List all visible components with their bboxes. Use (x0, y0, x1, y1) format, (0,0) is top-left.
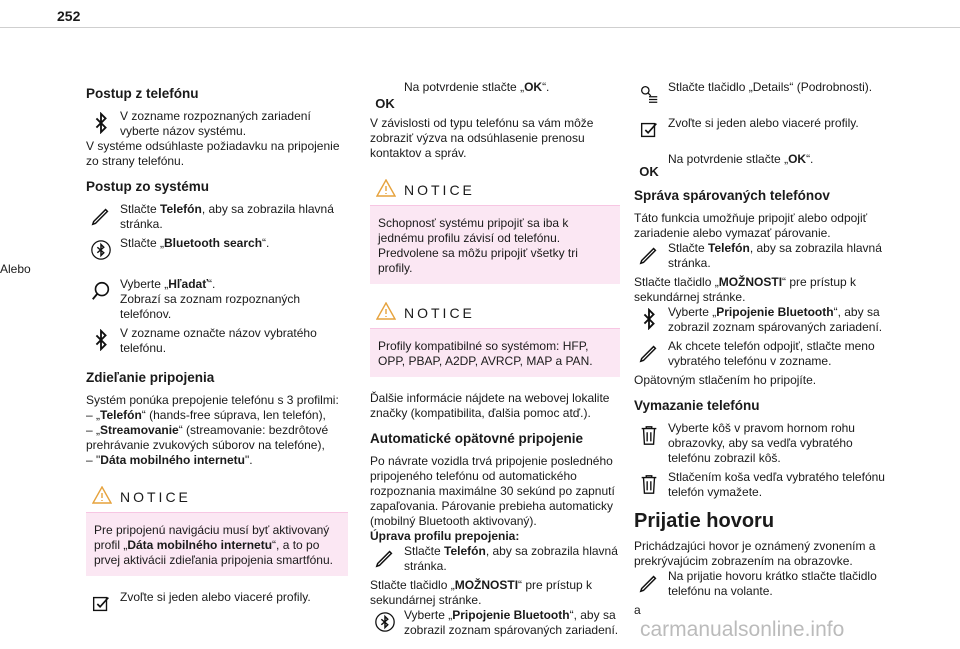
bold-text: Bluetooth search (164, 236, 263, 250)
manage-step-4 (634, 339, 886, 369)
step-details (634, 80, 886, 102)
text: Stlačte (404, 544, 445, 558)
column-middle (370, 80, 620, 642)
notice-box-1 (370, 175, 620, 284)
text: Stlačte „ (120, 236, 165, 250)
text: a (634, 603, 641, 617)
warning-icon (376, 179, 396, 201)
notice-title: NOTICE (404, 181, 475, 198)
delete-step-2 (634, 470, 886, 500)
text: Vyberte „ (668, 305, 717, 319)
alebo-text: Alebo (0, 262, 31, 276)
text: – " (86, 453, 101, 467)
ok-icon: OK (375, 95, 395, 111)
edit-step-3 (370, 608, 620, 638)
step-profiles (86, 590, 348, 612)
text: Vyberte „ (404, 608, 453, 622)
bold-text: Streamovanie (100, 423, 179, 437)
warning-icon (376, 302, 396, 324)
checkbox-icon (88, 591, 114, 617)
column-right (634, 80, 886, 618)
text: Profily kompatibilné so systémom: HFP, OPP, PBAP, A2DP, AVRCP, MAP a PAN. (378, 339, 593, 368)
text: “ (hands-free súprava, len telefón), (141, 408, 326, 422)
pen-icon (88, 203, 114, 229)
manage-step-3 (634, 305, 886, 335)
bold-text: Hľadať (168, 277, 208, 291)
text: Stlačte (668, 241, 709, 255)
text: Na prijatie hovoru krátko stlačte tlačidlo telefónu na volante. (668, 569, 877, 598)
text: Vyberte „ (120, 277, 169, 291)
notice-box (86, 482, 348, 576)
text: Ak chcete telefón odpojiť, stlačte meno vybratého telefónu v zozname. (668, 339, 875, 368)
watermark: carmanualsonline.info (640, 618, 845, 641)
trash-icon (636, 422, 662, 448)
text: Stlačte tlačidlo „ (634, 275, 719, 289)
heading-manage: Správa spárovaných telefónov (634, 188, 830, 203)
text: Opätovným stlačením ho pripojíte. (634, 373, 817, 387)
text: V zozname označte názov vybratého telefónu. (120, 326, 317, 355)
text: “ pre prístup k sekundárnej stránke. (634, 275, 857, 304)
bluetooth-icon (636, 306, 662, 332)
text: Stlačením koša vedľa vybratého telefónu telefón vymažete. (668, 470, 885, 499)
text: Stlačte (120, 202, 161, 216)
bold-text: Pripojenie Bluetooth (452, 608, 570, 622)
pen-icon (636, 242, 662, 268)
bold-text: Dáta mobilného internetu (100, 453, 245, 467)
text: , aby sa zobrazila hlavná stránka. (668, 241, 882, 270)
bold-text: Dáta mobilného internetu (127, 538, 273, 552)
bold-text: Pripojenie Bluetooth (716, 305, 834, 319)
bold-text: Telefón (708, 241, 750, 255)
pen-icon (636, 570, 662, 596)
trash-icon (636, 471, 662, 497)
text: , aby sa zobrazila hlavná stránka. (120, 202, 334, 231)
edit-heading: Úprava profilu prepojenia: (370, 529, 520, 543)
text: Zobrazí sa zoznam rozpoznaných telefónov. (120, 292, 301, 321)
bluetooth-icon (88, 110, 114, 136)
text: Predvolene sa môžu pripojiť všetky tri profily. (378, 246, 578, 275)
heading-phone: Postup z telefónu (86, 86, 199, 101)
step-system-3 (86, 277, 348, 322)
text: – „ (86, 408, 101, 422)
text: Zvoľte si jeden alebo viaceré profily. (120, 590, 311, 604)
text: ". (244, 453, 253, 467)
checkbox-icon (636, 117, 662, 143)
text: “. (542, 80, 550, 94)
bluetooth-search-icon (88, 237, 114, 263)
bold-text: OK (788, 152, 807, 166)
text: “, a to po prvej aktivácii zdieľania pripojenia smartfónu. (94, 538, 333, 567)
more-info-text: Ďalšie informácie nájdete na webovej lokalite značky (kompatibilita, ďalšia pomoc atď.). (370, 391, 610, 420)
bold-text: Telefón (160, 202, 202, 216)
text: “, aby sa zobrazil zoznam spárovaných zariadení. (668, 305, 883, 334)
phone-step-text: V zozname rozpoznaných zariadení vyberte názov systému. (120, 109, 311, 138)
notice-title: NOTICE (404, 304, 475, 321)
text: Vyberte kôš v pravom hornom rohu obrazovky, aby sa vedľa vybratého telefónu zobrazil kôš. (668, 421, 855, 465)
share-text: Systém ponúka prepojenie telefónu s 3 profilmi: (86, 393, 339, 407)
heading-call: Prijatie hovoru (634, 510, 775, 532)
manage-text: Táto funkcia umožňuje pripojiť alebo odpojiť zariadenie alebo vymazať párovanie. (634, 211, 868, 240)
bold-text: MOŽNOSTI (718, 275, 783, 289)
search-icon (88, 278, 114, 304)
call-step-1 (634, 569, 886, 599)
step-system-1 (86, 202, 348, 232)
step-profiles (634, 116, 886, 138)
heading-delete: Vymazanie telefónu (634, 398, 760, 413)
delete-step-1 (634, 421, 886, 466)
dependency-text: V závislosti od typu telefónu sa vám môže zobraziť výzva na odsúhlasenie prenosu kontaktov a správ. (370, 116, 594, 160)
pen-icon (372, 545, 398, 571)
pen-icon (636, 340, 662, 366)
bluetooth-search-icon (372, 609, 398, 635)
header-rule (0, 27, 960, 28)
text: Na potvrdenie stlačte „ (404, 80, 525, 94)
heading-auto: Automatické opätovné pripojenie (370, 431, 584, 446)
text: Schopnosť systému pripojiť sa iba k jednému profilu závisí od telefónu. (378, 216, 569, 245)
text: “. (207, 277, 216, 291)
phone-step-text-2: V systéme odsúhlaste požiadavku na pripojenie zo strany telefónu. (86, 139, 340, 168)
call-text: Prichádzajúci hovor je oznámený zvonením a prekrývajúcim zobrazením na obrazovke. (634, 539, 876, 568)
bold-text: Telefón (444, 544, 486, 558)
heading-share: Zdieľanie pripojenia (86, 370, 215, 385)
text: “ pre prístup k sekundárnej stránke. (370, 578, 593, 607)
text: , aby sa zobrazila hlavná stránka. (404, 544, 618, 573)
text: “ (streamovanie: bezdrôtové prehrávanie zvukových súborov na telefóne), (86, 423, 329, 452)
step-system-2 (86, 236, 348, 258)
step-system-4 (86, 326, 348, 356)
bold-text: OK (524, 80, 543, 94)
text: Na potvrdenie stlačte „ (668, 152, 789, 166)
bold-text: MOŽNOSTI (454, 578, 519, 592)
text: Zvoľte si jeden alebo viaceré profily. (668, 116, 859, 130)
ok-icon: OK (639, 163, 659, 179)
notice-box-2 (370, 298, 620, 377)
step-ok (634, 152, 886, 179)
auto-text: Po návrate vozidla trvá pripojenie posledného pripojeného telefónu od automatického rozpoznania maximálne 30 sekúnd po zapnutí zapaľovania. Párovanie prebieha automaticky (mobilný Bluetooth aktivovaný). (370, 454, 615, 528)
heading-system: Postup zo systému (86, 179, 210, 194)
text: “, aby sa zobrazil zoznam spárovaných zariadení. (404, 608, 619, 637)
text: Stlačte tlačidlo „Details“ (Podrobnosti). (668, 80, 873, 94)
notice-title: NOTICE (120, 488, 191, 505)
step-phone (86, 109, 348, 139)
text: – „ (86, 423, 101, 437)
text: “. (262, 236, 270, 250)
warning-icon (92, 486, 112, 508)
text: “. (806, 152, 814, 166)
details-list-icon (636, 81, 662, 107)
text: Stlačte tlačidlo „ (370, 578, 455, 592)
column-left (0, 86, 348, 616)
bluetooth-icon (88, 327, 114, 353)
page-number: 252 (57, 8, 81, 24)
bold-text: Telefón (100, 408, 142, 422)
manage-step-1 (634, 241, 886, 271)
step-ok (370, 80, 620, 111)
edit-step-1 (370, 544, 620, 574)
text: Pre pripojenú navigáciu musí byť aktivovaný profil „ (94, 523, 330, 552)
